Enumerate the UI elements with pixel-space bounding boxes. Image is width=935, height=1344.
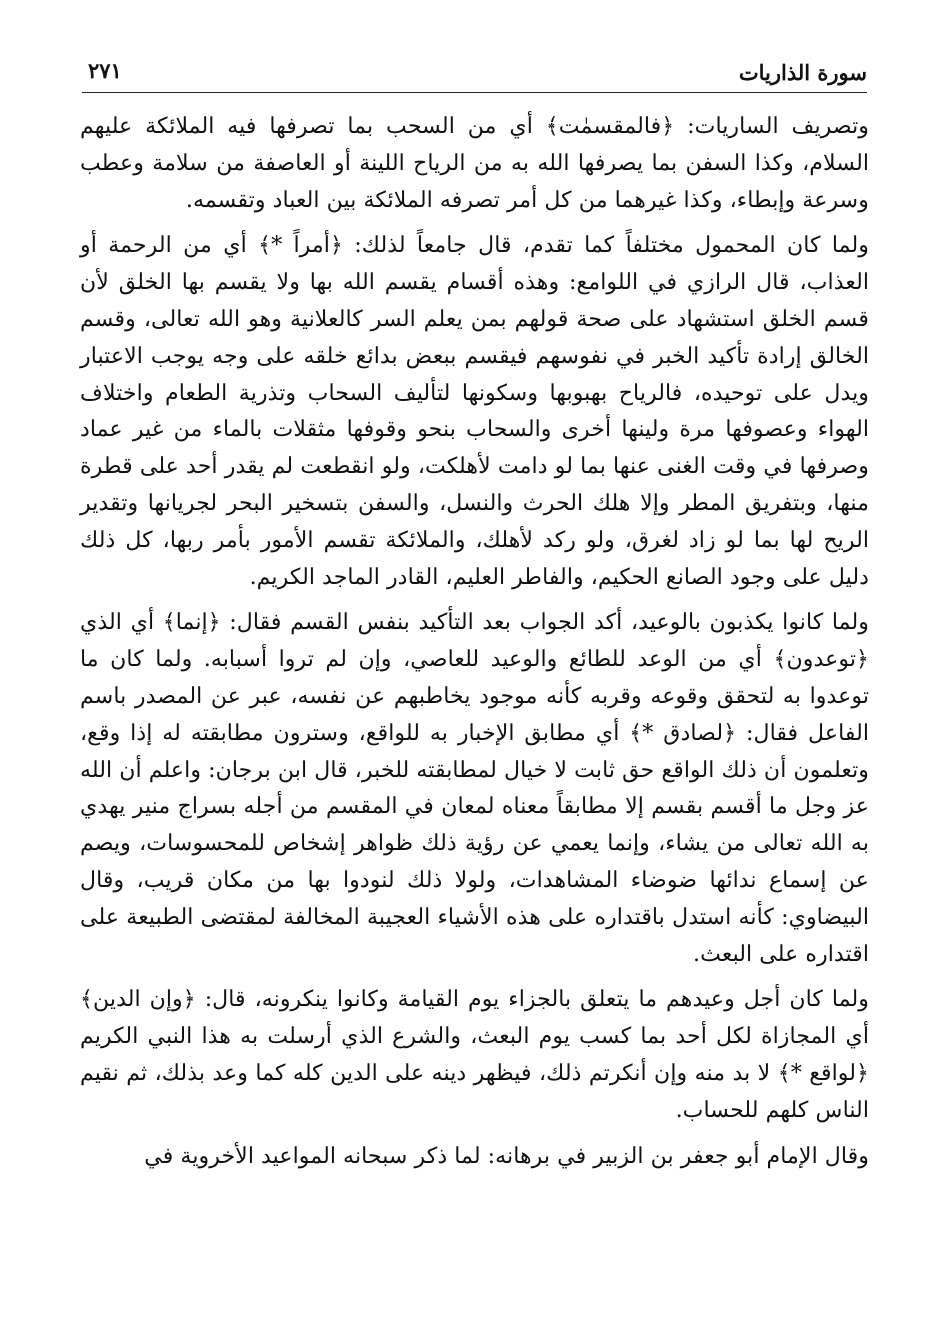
paragraph-5: وقال الإمام أبو جعفر بن الزبير في برهانه: لما ذكر سبحانه المواعيد الأخروية في — [144, 1142, 869, 1169]
running-header — [82, 58, 867, 93]
paragraph-1: وتصريف الساريات: ﴿فالمقسمٰت﴾ أي من السحب بما تصرفها فيه الملائكة عليهم السلام، وكذا السفن بما يصرفها الله به من الرياح اللينة أو العاصفة من سلامة وعطب وسرعة وإبطاء، وكذا غيرهما من كل أمر تصرفه الملائكة بين العباد وتقسمه. — [80, 113, 869, 213]
surah-title: سورة الذاريات — [738, 60, 867, 85]
paragraph-3: ولما كانوا يكذبون بالوعيد، أكد الجواب بعد التأكيد بنفس القسم فقال: ﴿إنما﴾ أي الذي ﴿توعدون﴾ أي من الوعد للطائع والوعيد للعاصي، وإن لم تروا أسبابه. ولما كان ما توعدوا به لتحقق وقوعه وقربه كأنه موجود يخاطبهم عن نفسه، عبر عن المصدر باسم الفاعل فقال: ﴿لصادق *﴾ أي مطابق الإخبار به للواقع، وسترون مطابقته له إذا وقع، وتعلمون أن ذلك الواقع حق ثابت لا خيال لمطابقته للخبر، قال ابن برجان: واعلم أن الله عز وجل ما أقسم بقسم إلا مطابقاً معناه لمعان في المقسم من أجله بسراج منير يهدي به الله تعالى من يشاء، وإنما يعمي عن رؤية ذلك ظواهر إشخاص للمحسوسات، ويصم عن إسماع ندائها ضوضاء المشاهدات، ولولا ذلك لنودوا بها من مكان قريب، وقال البيضاوي: كأنه استدل باقتداره على هذه الأشياء العجيبة المخالفة لمقتضى الطبيعة على اقتداره على البعث. — [80, 609, 869, 967]
paragraph-2: ولما كان المحمول مختلفاً كما تقدم، قال جامعاً لذلك: ﴿أمراً *﴾ أي من الرحمة أو العذاب، قال الرازي في اللوامع: وهذه أقسام يقسم الله بها ولا يقسم بها الخلق لأن قسم الخلق استشهاد على صحة قولهم بمن يعلم السر كالعلانية وهو الله تعالى، وقسم الخالق إرادة تأكيد الخبر في نفوسهم فيقسم ببعض بدائع خلقه على وجه يوجب الاعتبار ويدل على توحيده، فالرياح بهبوبها وسكونها لتأليف السحاب وتذرية الطعام واختلاف الهواء وعصوفها مرة ولينها أخرى والسحاب بنحو وقوفها مثقلات بالماء من غير عماد وصرفها في وقت الغنى عنها بما لو دامت لأهلكت، ولو انقطعت لم يقدر أحد على قطرة منها، وبتفريق المطر وإلا هلك الحرث والنسل، والسفن بتسخير البحر لجريانها وتقدير الريح لها بما لو زاد لغرق، ولو ركد لأهلك، والملائكة تقسم الأمور بأمر ربها، كل ذلك دليل على وجود الصانع الحكيم، والفاطر العليم، القادر الماجد الكريم. — [80, 232, 869, 590]
body-text — [80, 108, 869, 1183]
page-number: ٢٧١ — [88, 58, 122, 83]
paragraph-4: ولما كان أجل وعيدهم ما يتعلق بالجزاء يوم القيامة وكانوا ينكرونه، قال: ﴿وإن الدين﴾ أي المجازاة لكل أحد بما كسب يوم البعث، والشرع الذي أرسلت به هذا النبي الكريم ﴿لواقع *﴾ لا بد منه وإن أنكرتم ذلك، فيظهر دينه على الدين كله كما وعد بذلك، ثم نقيم الناس كلهم للحساب. — [80, 986, 869, 1123]
